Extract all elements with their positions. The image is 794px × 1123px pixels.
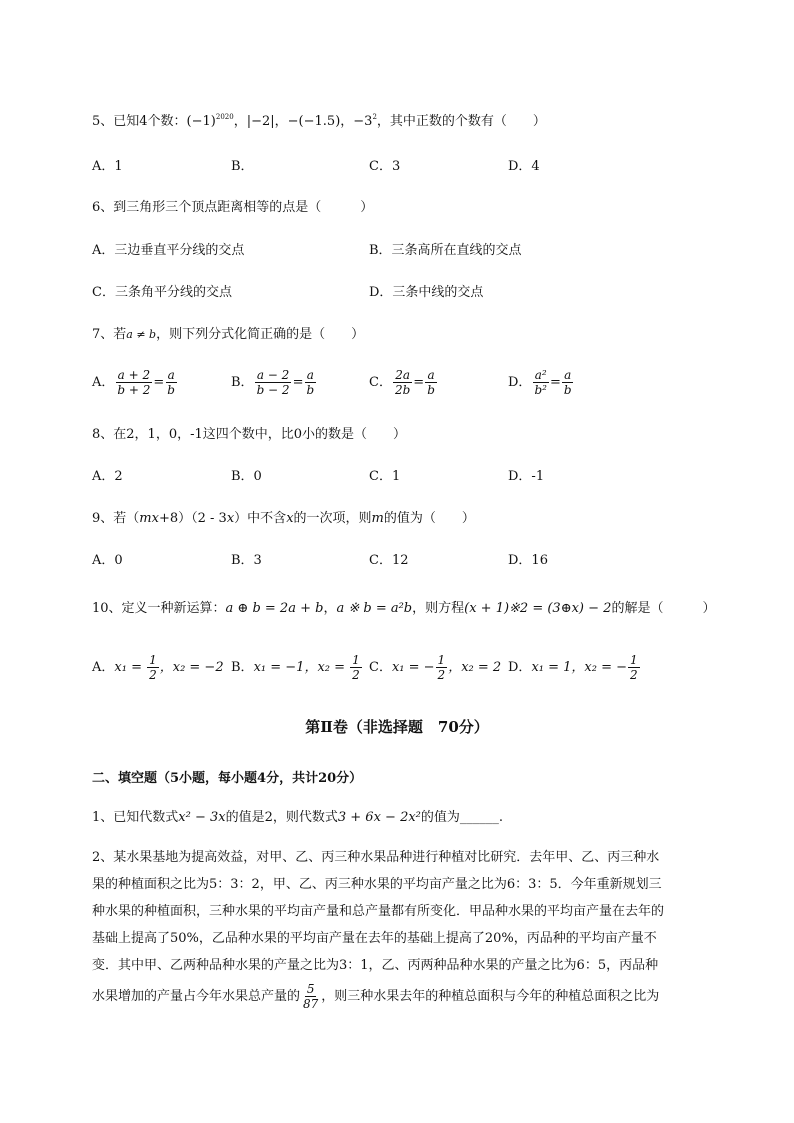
q5-suffix: ，其中正数的个数有（ ）: [376, 114, 546, 129]
f1-expression-2: 3 + 6x − 2x²: [337, 810, 421, 825]
q10-option-a[interactable]: A．x₁ = $\frac{1}{2}$ ，x₂ = −2: [92, 653, 224, 682]
q5-expr-1: $(-1)^{2020}$: [186, 113, 234, 129]
f2-line-4: 基础上提高了50%，乙品种水果的平均亩产量在去年的基础上提高了20%，丙品种的平均亩产量不: [92, 931, 657, 946]
q8-option-a[interactable]: A．2: [92, 469, 123, 484]
q10-option-d[interactable]: D．x₁ = 1，x₂ = − $\frac{1}{2}$: [508, 653, 638, 682]
f2-line-3: 种水果的种植面积，三种水果的平均亩产量和总产量都有所变化．甲品种水果的平均亩产量在去年的: [92, 904, 665, 919]
q7-option-a[interactable]: A． $\frac{a + 2}{b + 2}$ = $\frac{a}{b}$: [92, 368, 175, 397]
q5-prefix: 5、已知4个数：: [92, 114, 187, 129]
q8-option-b[interactable]: B．0: [231, 469, 262, 484]
q10-definition-1: a ⊕ b = 2a + b: [225, 601, 324, 616]
q8-option-c[interactable]: C．1: [369, 469, 401, 484]
q5-option-d[interactable]: D．4: [508, 159, 540, 174]
question-6-stem: 6、到三角形三个顶点距离相等的点是（ ）: [92, 200, 374, 215]
f2-line-5: 变．其中甲、乙两种品种水果的产量之比为3：1，乙、丙两种品种水果的产量之比为6：5，丙品种: [92, 958, 659, 973]
fill-question-2: [92, 844, 742, 1011]
f2-line-2: 果的种植面积之比为5：3：2，甲、乙、丙三种水果的平均亩产量之比为6：3：5．今年重新规划三: [92, 877, 662, 892]
question-7-stem: 7、若a ≠ b，则下列分式化简正确的是（ ）: [92, 327, 365, 342]
q10-option-b[interactable]: B．x₁ = −1，x₂ = $\frac{1}{2}$: [231, 653, 360, 682]
q6-option-c[interactable]: C．三条角平分线的交点: [92, 285, 232, 300]
q9-option-d[interactable]: D．16: [508, 553, 548, 568]
fill-in-heading: 二、填空题（5小题，每小题4分，共计20分）: [92, 771, 363, 786]
q5-option-a[interactable]: A．1: [92, 159, 123, 174]
f2-line-1: 2、某水果基地为提高效益，对甲、乙、丙三种水果品种进行种植对比研究．去年甲、乙、丙三种水: [92, 850, 660, 865]
q10-equation: (x + 1)※2 = (3⊕x) − 2: [464, 601, 612, 616]
q7-option-c[interactable]: C． $\frac{2a}{2b}$ = $\frac{a}{b}$: [369, 368, 435, 397]
fill-question-1: 1、已知代数式x² − 3x的值是2，则代数式3 + 6x − 2x²的值为______.: [92, 810, 504, 825]
q9-option-a[interactable]: A．0: [92, 553, 123, 568]
question-10-stem: 10、定义一种新运算：a ⊕ b = 2a + b，a ※ b = a²b，则方程(x + 1)※2 = (3⊕x) − 2的解是（ ）: [92, 601, 716, 616]
q7-condition: a ≠ b: [126, 328, 157, 341]
question-5-stem: 5、已知4个数：$(-1)^{2020}$，|−2|，−(−1.5)，$-3^2$，其中正数的个数有（ ）: [92, 113, 546, 129]
q6-option-a[interactable]: A．三边垂直平分线的交点: [92, 243, 245, 258]
q6-option-d[interactable]: D．三条中线的交点: [369, 285, 484, 300]
q5-option-b[interactable]: B．: [231, 159, 254, 174]
q9-option-c[interactable]: C．12: [369, 553, 409, 568]
q5-expr-2: |−2|: [246, 114, 275, 129]
question-8-stem: 8、在2，1，0，-1这四个数中，比0小的数是（ ）: [92, 427, 407, 442]
q5-expr-4: $-3^2$: [353, 113, 377, 129]
q5-option-c[interactable]: C．3: [369, 159, 401, 174]
q5-expr-3: −(−1.5): [287, 114, 341, 129]
q8-option-d[interactable]: D．-1: [508, 469, 545, 484]
question-9-stem: 9、若（mx+8）（2 - 3x）中不含x的一次项，则m的值为（ ）: [92, 511, 475, 526]
q6-option-b[interactable]: B．三条高所在直线的交点: [369, 243, 522, 258]
f1-expression-1: x² − 3x: [178, 810, 226, 825]
f1-answer-blank[interactable]: 的值为______.: [420, 810, 504, 825]
q9-option-b[interactable]: B．3: [231, 553, 262, 568]
q10-option-c[interactable]: C．x₁ = − $\frac{1}{2}$ ，x₂ = 2: [369, 653, 502, 682]
q7-option-d[interactable]: D． $\frac{\text{a²}}{\text{b²}}$ = $\frac{a}{b}$: [508, 368, 572, 397]
q7-option-b[interactable]: B． $\frac{a - 2}{b - 2}$ = $\frac{a}{b}$: [231, 368, 315, 397]
section-title: 第Ⅱ卷（非选择题 70分）: [305, 718, 489, 736]
f2-line-6: 水果增加的产量占今年水果总产量的 $\frac{5}{87}$ ，则三种水果去年的种植总面积与今年的种植总面积之比为: [92, 982, 660, 1011]
q10-definition-2: a ※ b = a²b: [336, 601, 413, 616]
